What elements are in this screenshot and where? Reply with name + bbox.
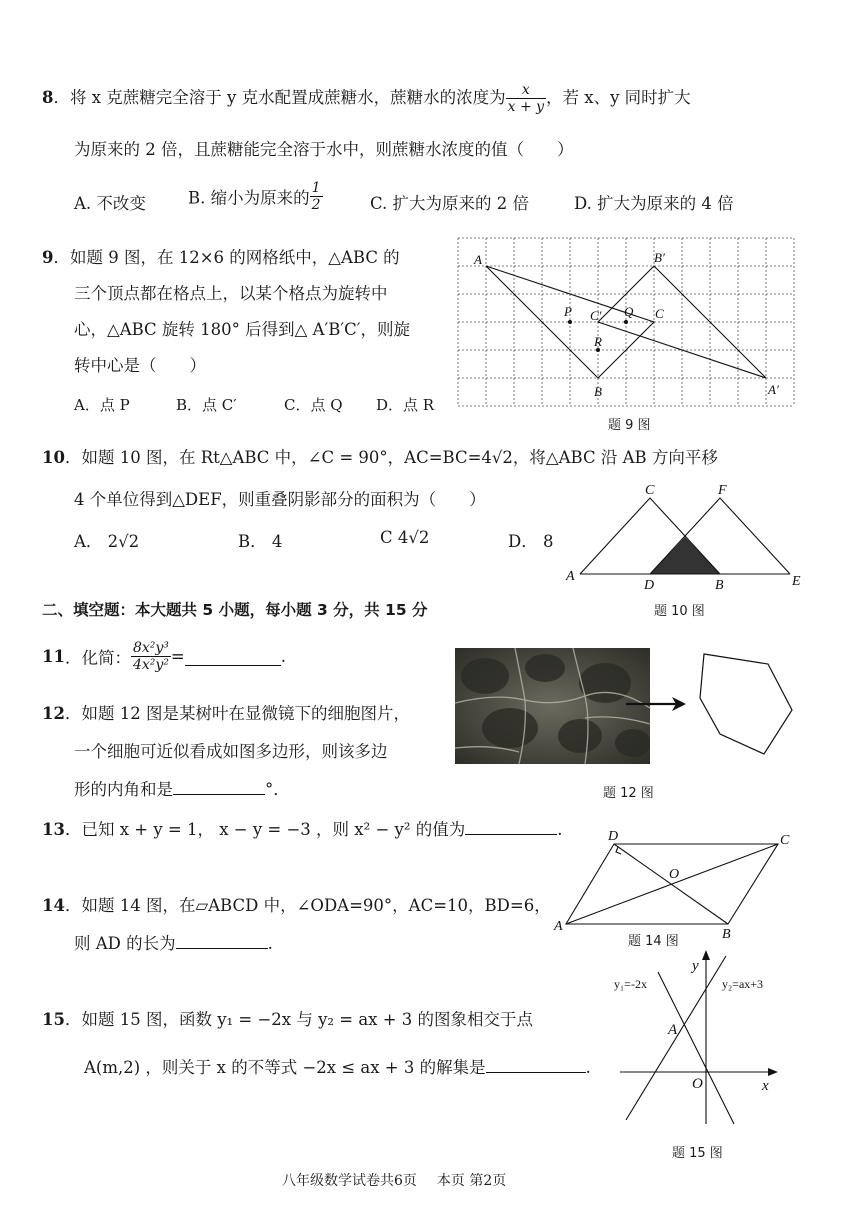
q14-answer-blank[interactable]	[176, 932, 268, 949]
q14-line2: 则 AD 的长为 .	[74, 934, 273, 953]
q12-cell-photo	[455, 648, 650, 764]
label-x: x	[762, 1078, 769, 1094]
label-r: R	[594, 334, 602, 349]
q8-line1: 8．将 x 克蔗糖完全溶于 y 克水配置成蔗糖水，蔗糖水的浓度为 $\frac{x}{x + y}$ ，若 x、y 同时扩大	[42, 82, 691, 115]
q8-option-c: C. 扩大为原来的 2 倍	[370, 194, 530, 213]
q15-line1: 15．如题 15 图，函数 y₁ = −2x 与 y₂ = ax + 3 的图象相交于点	[42, 1010, 534, 1029]
q12-answer-blank[interactable]	[173, 778, 265, 795]
q8-fraction: $\frac{x}{x + y}$	[507, 82, 545, 115]
label-c: C	[655, 306, 664, 321]
section2-title: 二、填空题：本大题共 5 小题，每小题 3 分，共 15 分	[42, 601, 428, 619]
footer-total-pages: 八年级数学试卷共6页	[282, 1173, 417, 1189]
label-a: A	[566, 569, 575, 584]
q10-option-a: A． 2√2	[74, 532, 140, 551]
label-d: D	[608, 829, 619, 844]
q12-line3: 形的内角和是 °．	[74, 780, 290, 799]
q12-polygon	[688, 648, 796, 758]
shaded-overlap	[650, 537, 720, 574]
q9-figure	[456, 236, 798, 416]
q11-line: 11．化简： $\frac{\text{8x²y³}}{\text{4x²y²}}$ = .	[42, 640, 286, 673]
label-b: B	[715, 578, 724, 593]
footer-page-number: 本页 第2页	[436, 1173, 507, 1189]
label-o: O	[669, 867, 680, 882]
label-b: B	[594, 384, 602, 399]
label-a: A	[474, 252, 482, 267]
q9-option-d: D．点 R	[376, 396, 435, 414]
label-p: P	[564, 304, 572, 319]
label-d: D	[644, 578, 655, 593]
q12-arrow	[626, 694, 688, 714]
q13-answer-blank[interactable]	[465, 818, 557, 835]
q9-option-c: C．点 Q	[284, 396, 343, 414]
label-y: y	[692, 958, 699, 974]
label-c: C	[645, 483, 655, 498]
q9-line4: 转中心是（ ）	[74, 356, 206, 375]
q15-figure	[606, 948, 800, 1138]
label-q: Q	[624, 304, 634, 319]
q9-option-b: B．点 C′	[176, 396, 237, 414]
q10-figure	[560, 478, 810, 594]
q12-line1: 12．如题 12 图是某树叶在显微镜下的细胞图片，	[42, 704, 410, 723]
y-axis-arrow	[702, 950, 710, 960]
label-y2: y₂=ax+3	[722, 977, 764, 991]
q14-caption: 题 14 图	[628, 934, 679, 949]
q10-line2: 4 个单位得到△DEF，则重叠阴影部分的面积为（ ）	[74, 490, 486, 509]
label-c2: C′	[590, 308, 602, 323]
q10-option-c: C 4√2	[380, 528, 430, 547]
q8-option-d: D. 扩大为原来的 4 倍	[574, 194, 734, 213]
q15-answer-blank[interactable]	[486, 1056, 586, 1073]
q14-figure	[552, 826, 797, 940]
diagonal-ac	[566, 844, 778, 924]
q8-line2: 为原来的 2 倍，且蔗糖能完全溶于水中，则蔗糖水浓度的值（ ）	[74, 140, 574, 159]
q10-line1: 10．如题 10 图，在 Rt△ABC 中，∠C = 90°，AC=BC=4√2，将△ABC 沿 AB 方向平移	[42, 448, 718, 467]
q8-option-b: B. 缩小为原来的 $\frac{1}{2}$	[188, 180, 321, 213]
q9-line3: 心，△ABC 旋转 180° 后得到△ A′B′C′，则旋	[74, 320, 410, 339]
q12-caption: 题 12 图	[603, 786, 654, 801]
label-a2: A′	[768, 382, 779, 397]
label-o: O	[692, 1076, 703, 1092]
q10-option-d: D． 8	[508, 532, 554, 551]
label-c: C	[780, 833, 790, 848]
q9-caption: 题 9 图	[608, 418, 651, 433]
label-b: B	[722, 927, 731, 940]
label-f: F	[718, 483, 727, 498]
label-b2: B′	[654, 250, 665, 265]
q9-line1: 9．如题 9 图，在 12×6 的网格纸中，△ABC 的	[42, 248, 400, 267]
q13-line: 13．已知 x + y = 1， x − y = −3 ，则 x² − y² 的值为 .	[42, 820, 563, 839]
q12-line2: 一个细胞可近似看成如图多边形，则该多边	[74, 742, 388, 761]
point-p	[568, 320, 572, 324]
label-a: A	[668, 1022, 678, 1038]
label-e: E	[792, 574, 801, 589]
q11-answer-blank[interactable]	[185, 647, 281, 666]
label-y1: y₁=-2x	[614, 977, 647, 991]
label-a: A	[554, 919, 563, 934]
q11-fraction: $\frac{\text{8x²y³}}{\text{4x²y²}}$	[132, 640, 169, 673]
q14-line1: 14．如题 14 图，在▱ABCD 中，∠ODA=90°，AC=10，BD=6，	[42, 896, 551, 915]
q10-caption: 题 10 图	[654, 604, 705, 619]
diagonal-bd	[614, 844, 728, 924]
q15-line2: A(m,2) ，则关于 x 的不等式 −2x ≤ ax + 3 的解集是 .	[84, 1058, 591, 1077]
q15-caption: 题 15 图	[672, 1146, 723, 1161]
q8-text: ．将 x 克蔗糖完全溶于 y 克水配置成蔗糖水，蔗糖水的浓度为	[53, 88, 506, 107]
point-q	[624, 320, 628, 324]
q9-line2: 三个顶点都在格点上，以某个格点为旋转中	[74, 284, 388, 303]
x-axis-arrow	[768, 1068, 778, 1076]
q9-option-a: A．点 P	[74, 396, 130, 414]
q8-option-a: A. 不改变	[74, 194, 146, 213]
q10-option-b: B． 4	[238, 532, 283, 551]
footer	[282, 1170, 506, 1190]
q8-number: 8	[42, 88, 54, 107]
